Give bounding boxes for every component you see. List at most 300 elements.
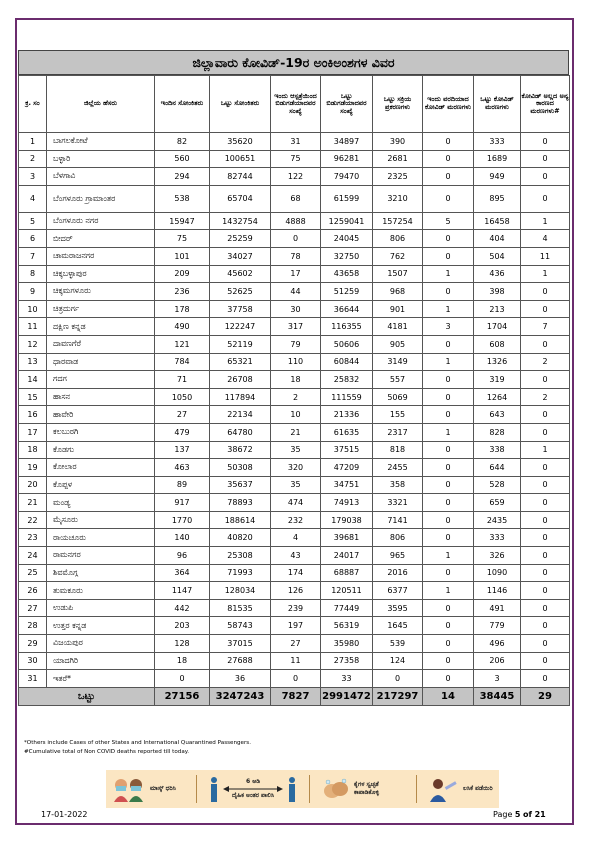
footnotes: [24, 739, 251, 757]
cell-dis-total: 39681: [321, 529, 373, 547]
cell-death-today: 5: [423, 212, 474, 230]
cell-active: 7141: [373, 511, 423, 529]
cell-death-today: 0: [423, 371, 474, 389]
total-total: 3247243: [210, 687, 271, 705]
cell-sl: 11: [19, 318, 47, 336]
cell-active: 539: [373, 635, 423, 653]
cell-dis-today: 4888: [271, 212, 321, 230]
cell-death-today: 0: [423, 635, 474, 653]
cell-non-covid: 0: [521, 335, 570, 353]
cell-active: 1645: [373, 617, 423, 635]
page-prefix: Page: [493, 810, 513, 819]
cell-name: ಮಂಡ್ಯ: [47, 494, 155, 512]
total-death-total: 38445: [474, 687, 521, 705]
cell-dis-total: 79470: [321, 168, 373, 186]
mask-people-icon: [112, 776, 146, 802]
cell-total: 40820: [210, 529, 271, 547]
cell-today: 538: [155, 185, 210, 212]
cell-active: 901: [373, 300, 423, 318]
cell-sl: 5: [19, 212, 47, 230]
cell-death-today: 0: [423, 564, 474, 582]
vaccine-label: ಲಸಿಕೆ ಪಡೆಯಿರಿ: [463, 785, 493, 792]
cell-name: ಮೈಸೂರು: [47, 511, 155, 529]
cell-active: 0: [373, 670, 423, 688]
cell-non-covid: 0: [521, 150, 570, 168]
total-non-covid: 29: [521, 687, 570, 705]
cell-dis-today: 197: [271, 617, 321, 635]
distance-label: ದೈಹಿಕ ಅಂತರ ಪಾಲಿಸಿ: [231, 792, 275, 799]
cell-sl: 3: [19, 168, 47, 186]
table-row: [19, 353, 570, 371]
cell-dis-today: 174: [271, 564, 321, 582]
cell-today: 82: [155, 133, 210, 151]
cell-sl: 24: [19, 547, 47, 565]
table-row: [19, 265, 570, 283]
cell-active: 2325: [373, 168, 423, 186]
cell-death-today: 0: [423, 529, 474, 547]
cell-non-covid: 4: [521, 230, 570, 248]
cell-total: 38672: [210, 441, 271, 459]
cell-sl: 2: [19, 150, 47, 168]
cell-dis-total: 21336: [321, 406, 373, 424]
cell-name: ಬಾಗಲಕೋಟೆ: [47, 133, 155, 151]
cell-sl: 29: [19, 635, 47, 653]
cell-name: ಬೆಳಗಾವಿ: [47, 168, 155, 186]
cell-active: 968: [373, 283, 423, 301]
cell-dis-today: 30: [271, 300, 321, 318]
header-today-discharged: ಇಂದು ಆಸ್ಪತ್ರೆಯಿಂದ ಬಿಡುಗಡೆಯಾದವರ ಸಂಖ್ಯೆ: [271, 76, 321, 133]
distance-text: [223, 778, 283, 800]
cell-dis-today: 2: [271, 388, 321, 406]
cell-dis-total: 33: [321, 670, 373, 688]
cell-today: 1147: [155, 582, 210, 600]
cell-sl: 16: [19, 406, 47, 424]
cell-death-total: 608: [474, 335, 521, 353]
table-row: [19, 150, 570, 168]
cell-total: 64780: [210, 423, 271, 441]
cell-death-total: 326: [474, 547, 521, 565]
cell-death-today: 0: [423, 459, 474, 477]
table-row: [19, 670, 570, 688]
cell-dis-today: 10: [271, 406, 321, 424]
cell-dis-today: 78: [271, 247, 321, 265]
cell-total: 71993: [210, 564, 271, 582]
page-number: [493, 810, 546, 819]
cell-total: 78893: [210, 494, 271, 512]
cell-death-total: 3: [474, 670, 521, 688]
cell-total: 27688: [210, 652, 271, 670]
cell-name: ಉಡುಪಿ: [47, 599, 155, 617]
cell-today: 18: [155, 652, 210, 670]
cell-dis-total: 32750: [321, 247, 373, 265]
cell-non-covid: 11: [521, 247, 570, 265]
cell-death-total: 213: [474, 300, 521, 318]
cell-non-covid: 0: [521, 300, 570, 318]
table-row: [19, 511, 570, 529]
cell-death-total: 779: [474, 617, 521, 635]
cell-dis-today: 21: [271, 423, 321, 441]
table-row: [19, 283, 570, 301]
table-row: [19, 335, 570, 353]
cell-dis-today: 320: [271, 459, 321, 477]
cell-today: 128: [155, 635, 210, 653]
cell-active: 5069: [373, 388, 423, 406]
cell-sl: 15: [19, 388, 47, 406]
cell-sl: 27: [19, 599, 47, 617]
cell-total: 65704: [210, 185, 271, 212]
cell-today: 203: [155, 617, 210, 635]
cell-name: ತುಮಕೂರು: [47, 582, 155, 600]
cell-death-total: 491: [474, 599, 521, 617]
cell-dis-today: 35: [271, 441, 321, 459]
cell-total: 45602: [210, 265, 271, 283]
cell-dis-total: 25832: [321, 371, 373, 389]
cell-non-covid: 0: [521, 476, 570, 494]
cell-active: 806: [373, 529, 423, 547]
cell-non-covid: 0: [521, 635, 570, 653]
banner-divider: [196, 775, 197, 803]
cell-active: 390: [373, 133, 423, 151]
cell-dis-total: 36644: [321, 300, 373, 318]
cell-dis-today: 44: [271, 283, 321, 301]
cell-non-covid: 0: [521, 547, 570, 565]
cell-death-total: 504: [474, 247, 521, 265]
distance-guideline: [209, 776, 297, 802]
cell-death-total: 333: [474, 133, 521, 151]
cell-total: 34027: [210, 247, 271, 265]
cell-total: 58743: [210, 617, 271, 635]
cell-name: ಕೊಪ್ಪಳ: [47, 476, 155, 494]
banner-divider: [416, 775, 417, 803]
cell-name: ಕೋಲಾರ: [47, 459, 155, 477]
cell-today: 27: [155, 406, 210, 424]
cell-today: 89: [155, 476, 210, 494]
cell-active: 2681: [373, 150, 423, 168]
cell-total: 52119: [210, 335, 271, 353]
cell-death-total: 1704: [474, 318, 521, 336]
cell-death-today: 0: [423, 150, 474, 168]
cell-dis-today: 4: [271, 529, 321, 547]
cell-dis-today: 0: [271, 230, 321, 248]
cell-name: ಯಾದಗಿರಿ: [47, 652, 155, 670]
cell-death-total: 338: [474, 441, 521, 459]
cell-sl: 13: [19, 353, 47, 371]
cell-death-total: 2435: [474, 511, 521, 529]
cell-today: 96: [155, 547, 210, 565]
cell-dis-today: 35: [271, 476, 321, 494]
cell-active: 1507: [373, 265, 423, 283]
person-icon: [209, 776, 219, 802]
table-row: [19, 652, 570, 670]
cell-death-today: 0: [423, 283, 474, 301]
table-row: [19, 582, 570, 600]
cell-sl: 12: [19, 335, 47, 353]
cell-active: 965: [373, 547, 423, 565]
cell-active: 818: [373, 441, 423, 459]
table-row: [19, 476, 570, 494]
header-today-cases: ಇಂದಿನ ಸೋಂಕಿತರು: [155, 76, 210, 133]
cell-death-today: 1: [423, 300, 474, 318]
cell-total: 25259: [210, 230, 271, 248]
cell-total: 188614: [210, 511, 271, 529]
cell-today: 490: [155, 318, 210, 336]
table-row: [19, 617, 570, 635]
cell-total: 50308: [210, 459, 271, 477]
cell-non-covid: 2: [521, 388, 570, 406]
cell-sl: 20: [19, 476, 47, 494]
table-row: [19, 185, 570, 212]
cell-dis-today: 31: [271, 133, 321, 151]
cell-death-total: 644: [474, 459, 521, 477]
table-row: [19, 133, 570, 151]
mask-label: ಮಾಸ್ಕ್ ಧರಿಸಿ: [150, 785, 176, 792]
cell-non-covid: 0: [521, 185, 570, 212]
cell-death-today: 0: [423, 617, 474, 635]
cell-death-today: 0: [423, 335, 474, 353]
cell-today: 463: [155, 459, 210, 477]
cell-dis-today: 239: [271, 599, 321, 617]
cell-active: 3321: [373, 494, 423, 512]
cell-name: ಹಾಸನ: [47, 388, 155, 406]
cell-total: 65321: [210, 353, 271, 371]
cell-dis-today: 43: [271, 547, 321, 565]
footnote-others: *Others include Cases of other States and International Quarantined Passengers.: [24, 740, 251, 746]
table-row: [19, 371, 570, 389]
cell-dis-total: 37515: [321, 441, 373, 459]
table-row: [19, 388, 570, 406]
cell-total: 35620: [210, 133, 271, 151]
cell-name: ಬೀದರ್: [47, 230, 155, 248]
table-row: [19, 547, 570, 565]
cell-sl: 21: [19, 494, 47, 512]
cell-name: ಬೆಂಗಳೂರು ನಗರ: [47, 212, 155, 230]
cell-sl: 8: [19, 265, 47, 283]
cell-death-total: 895: [474, 185, 521, 212]
cell-death-total: 496: [474, 635, 521, 653]
cell-death-today: 3: [423, 318, 474, 336]
cell-name: ಹಾವೇರಿ: [47, 406, 155, 424]
cell-total: 122247: [210, 318, 271, 336]
sanitize-label: ಕೈಗಳ ಸ್ವಚ್ಛತೆ ಕಾಪಾಡಿಕೊಳ್ಳಿ: [354, 781, 379, 796]
cell-non-covid: 0: [521, 564, 570, 582]
header-total-discharged: ಒಟ್ಟು ಬಿಡುಗಡೆಯಾದವರ ಸಂಖ್ಯೆ: [321, 76, 373, 133]
cell-death-today: 0: [423, 670, 474, 688]
cell-dis-total: 35980: [321, 635, 373, 653]
cell-death-total: 1689: [474, 150, 521, 168]
cell-dis-total: 27358: [321, 652, 373, 670]
banner-divider: [309, 775, 310, 803]
cell-name: ದಾವಣಗೆರೆ: [47, 335, 155, 353]
cell-death-today: 0: [423, 599, 474, 617]
cell-death-today: 0: [423, 133, 474, 151]
cell-today: 784: [155, 353, 210, 371]
cell-dis-total: 68887: [321, 564, 373, 582]
cell-active: 3595: [373, 599, 423, 617]
cell-non-covid: 0: [521, 652, 570, 670]
cell-dis-total: 179038: [321, 511, 373, 529]
table-row: [19, 168, 570, 186]
cell-total: 1432754: [210, 212, 271, 230]
cell-non-covid: 0: [521, 423, 570, 441]
total-today: 27156: [155, 687, 210, 705]
cell-non-covid: 0: [521, 459, 570, 477]
cell-death-today: 0: [423, 494, 474, 512]
cell-death-today: 0: [423, 441, 474, 459]
cell-name: ರಾಮನಗರ: [47, 547, 155, 565]
cell-total: 37015: [210, 635, 271, 653]
header-active-cases: ಒಟ್ಟು ಸಕ್ರಿಯ ಪ್ರಕರಣಗಳು: [373, 76, 423, 133]
cell-sl: 17: [19, 423, 47, 441]
cell-today: 75: [155, 230, 210, 248]
cell-death-total: 333: [474, 529, 521, 547]
cell-sl: 31: [19, 670, 47, 688]
cell-sl: 30: [19, 652, 47, 670]
cell-today: 917: [155, 494, 210, 512]
cell-sl: 28: [19, 617, 47, 635]
cell-dis-total: 51259: [321, 283, 373, 301]
cell-sl: 18: [19, 441, 47, 459]
cell-today: 209: [155, 265, 210, 283]
cell-dis-today: 68: [271, 185, 321, 212]
mask-guideline: [112, 776, 184, 802]
cell-sl: 4: [19, 185, 47, 212]
cell-death-today: 0: [423, 230, 474, 248]
cell-non-covid: 0: [521, 529, 570, 547]
cell-name: ಉತ್ತರ ಕನ್ನಡ: [47, 617, 155, 635]
cell-non-covid: 0: [521, 133, 570, 151]
page-current: 5: [514, 810, 521, 819]
table-row: [19, 459, 570, 477]
cell-active: 4181: [373, 318, 423, 336]
cell-dis-today: 474: [271, 494, 321, 512]
cell-dis-total: 116355: [321, 318, 373, 336]
cell-sl: 14: [19, 371, 47, 389]
table-row: [19, 494, 570, 512]
cell-dis-total: 120511: [321, 582, 373, 600]
cell-death-today: 0: [423, 511, 474, 529]
cell-total: 128034: [210, 582, 271, 600]
cell-active: 2016: [373, 564, 423, 582]
cell-today: 140: [155, 529, 210, 547]
cell-death-total: 659: [474, 494, 521, 512]
cell-sl: 19: [19, 459, 47, 477]
cell-active: 762: [373, 247, 423, 265]
cell-name: ವಿಜಯಪುರ: [47, 635, 155, 653]
cell-death-total: 1326: [474, 353, 521, 371]
cell-death-total: 949: [474, 168, 521, 186]
cell-dis-total: 24045: [321, 230, 373, 248]
cell-active: 6377: [373, 582, 423, 600]
cell-total: 25308: [210, 547, 271, 565]
cell-total: 26708: [210, 371, 271, 389]
sanitize-guideline: [322, 777, 404, 801]
cell-dis-today: 110: [271, 353, 321, 371]
cell-dis-total: 34751: [321, 476, 373, 494]
cell-dis-today: 126: [271, 582, 321, 600]
header-sl: ಕ್ರ. ಸಂ: [19, 76, 47, 133]
cell-dis-today: 75: [271, 150, 321, 168]
cell-dis-today: 18: [271, 371, 321, 389]
page-of: of: [523, 810, 533, 819]
cell-active: 124: [373, 652, 423, 670]
cell-total: 82744: [210, 168, 271, 186]
cell-non-covid: 0: [521, 599, 570, 617]
cell-total: 36: [210, 670, 271, 688]
cell-dis-total: 74913: [321, 494, 373, 512]
totals-label: ಒಟ್ಟು: [19, 687, 155, 705]
cell-dis-total: 61635: [321, 423, 373, 441]
cell-total: 81535: [210, 599, 271, 617]
cell-name: ಕಲಬುರಗಿ: [47, 423, 155, 441]
cell-dis-total: 47209: [321, 459, 373, 477]
cell-death-total: 528: [474, 476, 521, 494]
cell-death-total: 643: [474, 406, 521, 424]
cell-name: ಚಾಮರಾಜನಗರ: [47, 247, 155, 265]
cell-today: 364: [155, 564, 210, 582]
cell-dis-total: 56319: [321, 617, 373, 635]
cell-dis-total: 24017: [321, 547, 373, 565]
table-header-row: [19, 76, 570, 133]
cell-non-covid: 0: [521, 617, 570, 635]
cell-death-today: 1: [423, 423, 474, 441]
cell-death-total: 16458: [474, 212, 521, 230]
cell-death-today: 0: [423, 476, 474, 494]
cell-active: 358: [373, 476, 423, 494]
cell-non-covid: 0: [521, 371, 570, 389]
cell-today: 15947: [155, 212, 210, 230]
cell-dis-total: 50606: [321, 335, 373, 353]
table-row: [19, 423, 570, 441]
cell-total: 100651: [210, 150, 271, 168]
table-row: [19, 564, 570, 582]
report-date: 17-01-2022: [41, 810, 88, 819]
cell-today: 442: [155, 599, 210, 617]
footnote-non-covid: #Cumulative total of Non COVID deaths reported till today.: [24, 749, 190, 755]
cell-dis-total: 1259041: [321, 212, 373, 230]
cell-sl: 10: [19, 300, 47, 318]
cell-today: 560: [155, 150, 210, 168]
cell-non-covid: 0: [521, 670, 570, 688]
table-row: [19, 318, 570, 336]
cell-today: 294: [155, 168, 210, 186]
header-district: ಜಿಲ್ಲೆಯ ಹೆಸರು: [47, 76, 155, 133]
cell-today: 178: [155, 300, 210, 318]
cell-death-today: 0: [423, 168, 474, 186]
cell-sl: 9: [19, 283, 47, 301]
cell-today: 137: [155, 441, 210, 459]
total-active: 217297: [373, 687, 423, 705]
cell-sl: 22: [19, 511, 47, 529]
table-row: [19, 247, 570, 265]
cell-today: 236: [155, 283, 210, 301]
table-row: [19, 441, 570, 459]
cell-non-covid: 0: [521, 511, 570, 529]
cell-name: ಚಿಕ್ಕಬಳ್ಳಾಪುರ: [47, 265, 155, 283]
cell-total: 22134: [210, 406, 271, 424]
cell-today: 1050: [155, 388, 210, 406]
cell-non-covid: 0: [521, 168, 570, 186]
cell-total: 117894: [210, 388, 271, 406]
cell-death-total: 1146: [474, 582, 521, 600]
vaccination-icon: [429, 776, 459, 802]
table-row: [19, 406, 570, 424]
cell-death-total: 1264: [474, 388, 521, 406]
cell-dis-total: 61599: [321, 185, 373, 212]
cell-active: 3210: [373, 185, 423, 212]
vaccine-guideline: [429, 776, 493, 802]
cell-non-covid: 0: [521, 494, 570, 512]
cell-death-total: 404: [474, 230, 521, 248]
